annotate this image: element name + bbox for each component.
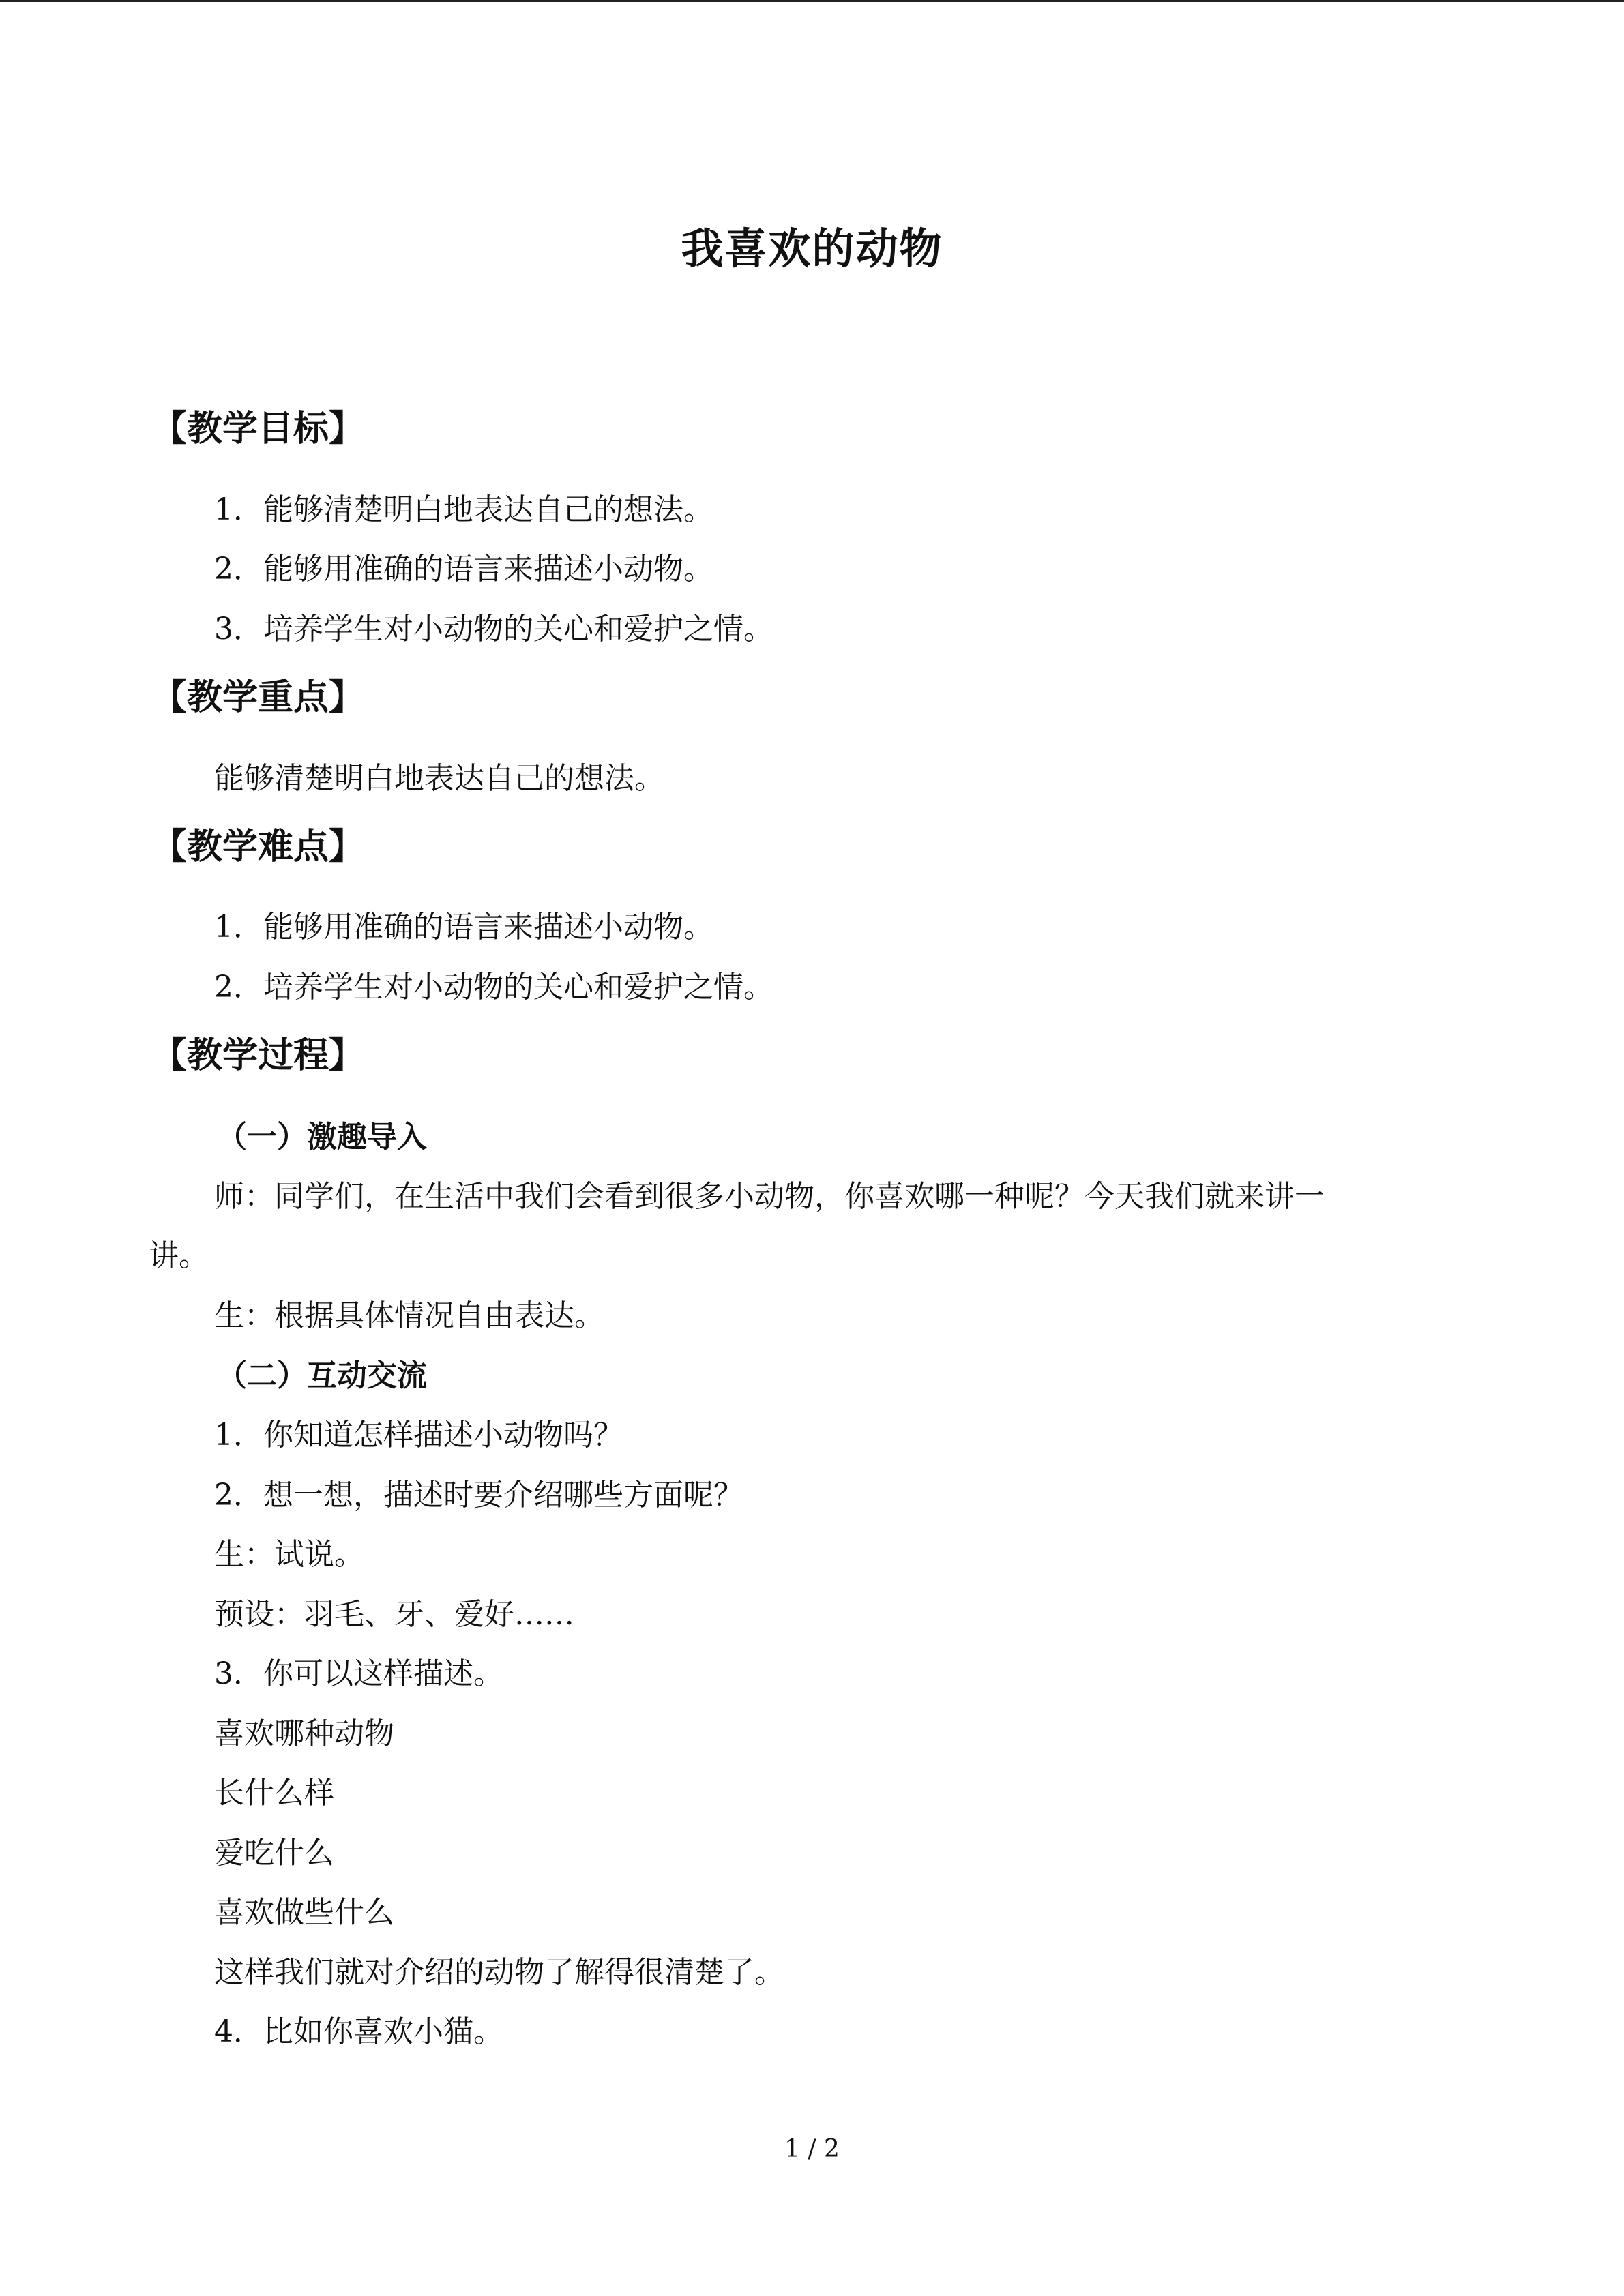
page-indicator: 1 / 2 [784, 2135, 840, 2163]
goals-item-2: 2．能够用准确的语言来描述小动物。 [214, 552, 713, 586]
part2-line-6: 喜欢哪种动物 [214, 1716, 394, 1751]
part2-line-8: 爱吃什么 [214, 1836, 334, 1870]
part2-line-2: 2．想一想，描述时要介绍哪些方面呢？ [214, 1478, 743, 1512]
teacher-line-2: 讲。 [149, 1238, 209, 1273]
teacher-line-1: 师：同学们，在生活中我们会看到很多小动物，你喜欢哪一种呢？今天我们就来讲一 [214, 1179, 1325, 1214]
part2-line-10: 这样我们就对介绍的动物了解得很清楚了。 [214, 1955, 784, 1990]
student-line: 生：根据具体情况自由表达。 [214, 1298, 604, 1333]
part2-line-9: 喜欢做些什么 [214, 1895, 394, 1930]
difficulties-heading: 【教学难点】 [151, 826, 365, 867]
part2-line-3: 生：试说。 [214, 1537, 364, 1572]
difficulties-item-1: 1．能够用准确的语言来描述小动物。 [214, 910, 713, 944]
part2-line-7: 长什么样 [214, 1776, 334, 1810]
process-part1-title: （一）激趣导入 [217, 1120, 427, 1154]
process-heading: 【教学过程】 [151, 1034, 365, 1076]
part2-line-5: 3．你可以这样描述。 [214, 1656, 503, 1691]
part2-line-4: 预设：羽毛、牙、爱好…… [214, 1597, 574, 1632]
difficulties-item-2: 2．培养学生对小动物的关心和爱护之情。 [214, 970, 773, 1004]
key-points-heading: 【教学重点】 [151, 676, 365, 718]
goals-heading: 【教学目标】 [151, 408, 365, 449]
key-points-text: 能够清楚明白地表达自己的想法。 [214, 761, 664, 796]
goals-item-3: 3．培养学生对小动物的关心和爱护之情。 [214, 612, 773, 646]
document-title: 我喜欢的动物 [681, 224, 943, 273]
process-part2-title: （二）互动交流 [217, 1358, 427, 1393]
part2-line-1: 1．你知道怎样描述小动物吗？ [214, 1418, 623, 1452]
part2-line-11: 4．比如你喜欢小猫。 [214, 2014, 503, 2049]
goals-item-1: 1．能够清楚明白地表达自己的想法。 [214, 492, 713, 527]
